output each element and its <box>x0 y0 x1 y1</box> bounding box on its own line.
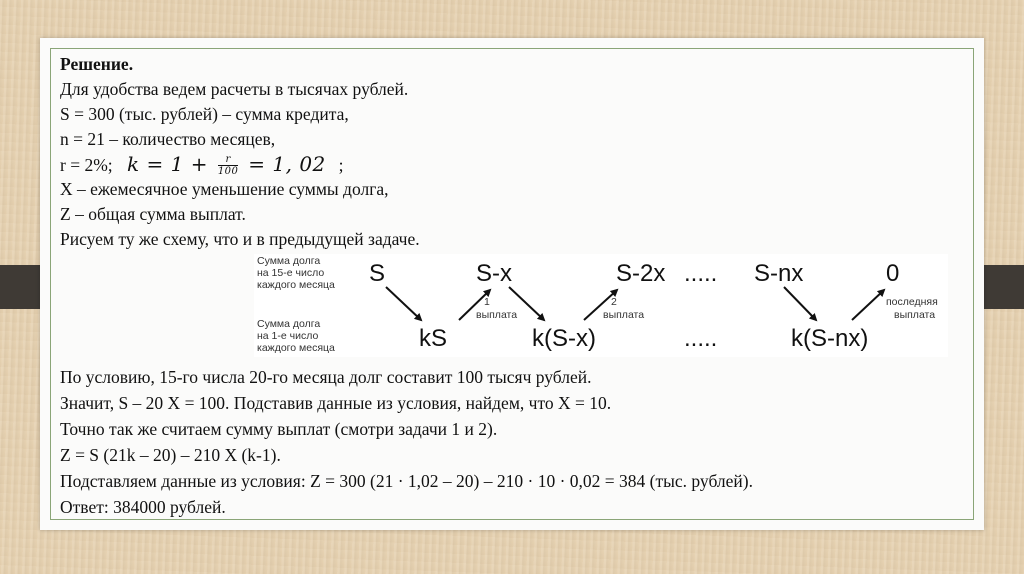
conclusion-line-3: Точно так же считаем сумму выплат (смотри задачи 1 и 2). <box>60 419 498 439</box>
term-ks: kS <box>419 325 448 352</box>
conclusion-line-1: По условию, 15-го числа 20-го месяца долг составит 100 тысяч рублей. <box>60 367 592 387</box>
payment-1-label: выплата <box>476 309 518 321</box>
label-top-2: на 15-е число <box>257 267 325 279</box>
credit-sum-line: S = 300 (тыс. рублей) – сумма кредита, <box>60 104 349 124</box>
conclusion-text <box>60 364 960 520</box>
term-dots-bottom: ..... <box>684 325 718 352</box>
term-zero: 0 <box>886 260 900 287</box>
answer-line: Ответ: 384000 рублей. <box>60 497 226 517</box>
scheme-line: Рисуем ту же схему, что и в предыдущей задаче. <box>60 229 420 249</box>
debt-scheme-diagram <box>254 254 948 357</box>
label-top-1: Сумма долга <box>257 255 321 267</box>
rate-suffix: ; <box>338 155 344 175</box>
months-line: n = 21 – количество месяцев, <box>60 129 276 149</box>
arrow-s-to-ks <box>386 287 421 320</box>
conclusion-line-2: Значит, S – 20 X = 100. Подставив данные из условия, найдем, что X = 10. <box>60 393 612 413</box>
label-top-3: каждого месяца <box>257 279 335 291</box>
fraction-numerator: r <box>218 154 239 166</box>
payment-1-number: 1 <box>484 296 490 308</box>
payment-last-line1: последняя <box>886 296 938 308</box>
conclusion-line-4: Z = S (21k – 20) – 210 X (k-1). <box>60 445 281 465</box>
arrow-s-nx-to-k <box>784 287 816 320</box>
label-bottom-1: Сумма долга <box>257 318 321 330</box>
k-formula-left: k = 1 + <box>127 152 208 176</box>
term-k-s-x: k(S-x) <box>532 325 596 352</box>
payment-2-label: выплата <box>603 309 645 321</box>
rate-line <box>60 152 960 177</box>
k-formula-fraction <box>218 154 239 177</box>
arrow-last-payment <box>852 290 884 320</box>
term-s-2x: S-2x <box>616 260 666 287</box>
conclusion-line-5: Подставляем данные из условия: Z = 300 (21 · 1,02 – 20) – 210 · 10 · 0,02 = 384 (тыс. рублей). <box>60 471 753 491</box>
k-formula-right: = 1, 02 <box>248 152 326 176</box>
term-s-x: S-x <box>476 260 512 287</box>
slide-frame <box>40 38 984 530</box>
rate-prefix: r = 2%; <box>60 155 113 175</box>
payment-last-line2: выплата <box>894 309 936 321</box>
term-s-nx: S-nx <box>754 260 804 287</box>
z-definition-line: Z – общая сумма выплат. <box>60 204 246 224</box>
label-bottom-3: каждого месяца <box>257 342 335 354</box>
payment-2-number: 2 <box>611 296 617 308</box>
solution-text <box>60 52 960 252</box>
k-formula <box>127 152 333 176</box>
term-s: S <box>369 260 386 287</box>
fraction-denominator: 100 <box>217 166 239 177</box>
term-k-s-nx: k(S-nx) <box>791 325 869 352</box>
solution-title: Решение. <box>60 54 134 74</box>
units-line: Для удобства ведем расчеты в тысячах рублей. <box>60 79 409 99</box>
label-bottom-2: на 1-е число <box>257 330 319 342</box>
x-definition-line: X – ежемесячное уменьшение суммы долга, <box>60 179 389 199</box>
term-dots-top: ..... <box>684 260 718 287</box>
